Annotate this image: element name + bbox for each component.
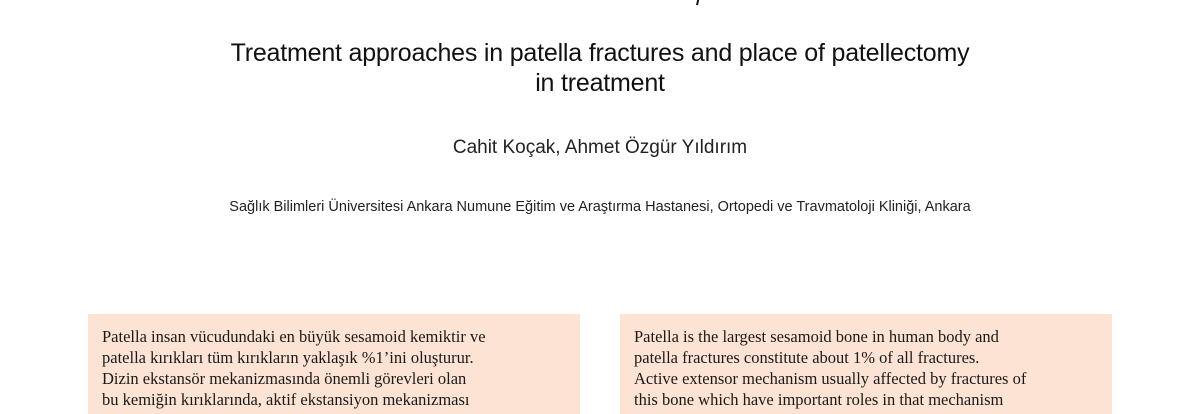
cropped-title-glyph bbox=[690, 0, 700, 5]
abstract-en-line-1: Patella is the largest sesamoid bone in human body and bbox=[634, 327, 999, 346]
abstract-en-line-2: patella fractures constitute about 1% of all fractures. bbox=[634, 348, 980, 367]
abstract-tr-line-2: patella kırıkları tüm kırıkların yaklaşık %1’ini oluşturur. bbox=[102, 348, 474, 367]
title-line-1: Treatment approaches in patella fractures and place of patellectomy bbox=[230, 39, 970, 67]
authors: Cahit Koçak, Ahmet Özgür Yıldırım bbox=[452, 137, 748, 158]
abstract-tr-line-3: Dizin ekstansör mekanizmasında önemli görevleri olan bbox=[102, 369, 467, 388]
article-title bbox=[0, 38, 1200, 98]
abstract-tr-line-4: bu kemiğin kırıklarında, aktif ekstansiyon mekanizması bbox=[102, 390, 470, 409]
title-line-2: in treatment bbox=[535, 69, 665, 97]
affiliation: Sağlık Bilimleri Üniversitesi Ankara Numune Eğitim ve Araştırma Hastanesi, Ortopedi ve Travmatoloji Kliniği, Ankara bbox=[229, 199, 971, 215]
abstract-english bbox=[620, 314, 1112, 414]
abstract-en-line-4: this bone which have important roles in that mechanism bbox=[634, 390, 1004, 409]
abstract-en-line-3: Active extensor mechanism usually affected by fractures of bbox=[634, 369, 1027, 388]
abstract-tr-line-1: Patella insan vücudundaki en büyük sesamoid kemiktir ve bbox=[102, 327, 486, 346]
abstract-turkish bbox=[88, 314, 580, 414]
